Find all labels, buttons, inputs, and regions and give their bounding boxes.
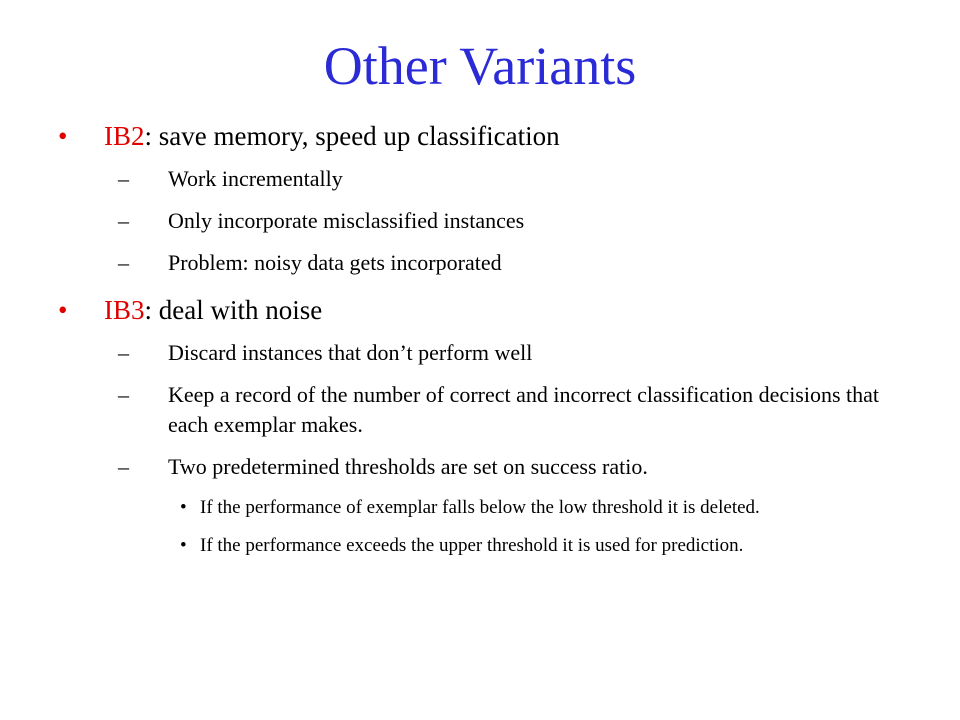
- bullet-marker: •: [58, 121, 68, 151]
- sub-item-text: Discard instances that don’t perform well: [168, 340, 533, 365]
- dash-marker: –: [118, 250, 129, 275]
- dot-marker: •: [180, 497, 187, 518]
- bullet-ib2: [58, 118, 918, 154]
- sub-item: [58, 338, 918, 368]
- slide-title: Other Variants: [323, 36, 637, 96]
- sub-sub-item-text: If the performance of exemplar falls below the low threshold it is deleted.: [200, 497, 760, 518]
- dash-marker: –: [118, 340, 129, 365]
- sub-item-text: Two predetermined thresholds are set on success ratio.: [168, 454, 648, 479]
- dash-marker: –: [118, 166, 129, 191]
- sub-item-text: Work incrementally: [168, 166, 343, 191]
- bullet-head: IB2: [104, 121, 145, 151]
- sub-sub-item: [58, 494, 918, 522]
- sub-item: [58, 164, 918, 194]
- sub-sub-item: [58, 532, 918, 560]
- sub-item: [58, 452, 918, 482]
- sub-item-text: Only incorporate misclassified instances: [168, 208, 525, 233]
- dot-marker: •: [180, 535, 187, 556]
- bullet-ib3: [58, 292, 918, 328]
- sub-item: [58, 206, 918, 236]
- slide-content: [58, 118, 918, 570]
- sub-item-text: Problem: noisy data gets incorporated: [168, 250, 502, 275]
- bullet-text: : deal with noise: [144, 295, 323, 325]
- sub-item: [58, 248, 918, 278]
- sub-sub-item-text: If the performance exceeds the upper threshold it is used for prediction.: [200, 535, 744, 556]
- dash-marker: –: [118, 454, 129, 479]
- sub-item: [58, 380, 918, 440]
- sub-item-text: Keep a record of the number of correct and incorrect classification decisions that each exemplar makes.: [168, 382, 880, 437]
- bullet-head: IB3: [104, 295, 145, 325]
- dash-marker: –: [118, 382, 129, 407]
- dash-marker: –: [118, 208, 129, 233]
- bullet-text: : save memory, speed up classification: [144, 121, 560, 151]
- bullet-marker: •: [58, 295, 68, 325]
